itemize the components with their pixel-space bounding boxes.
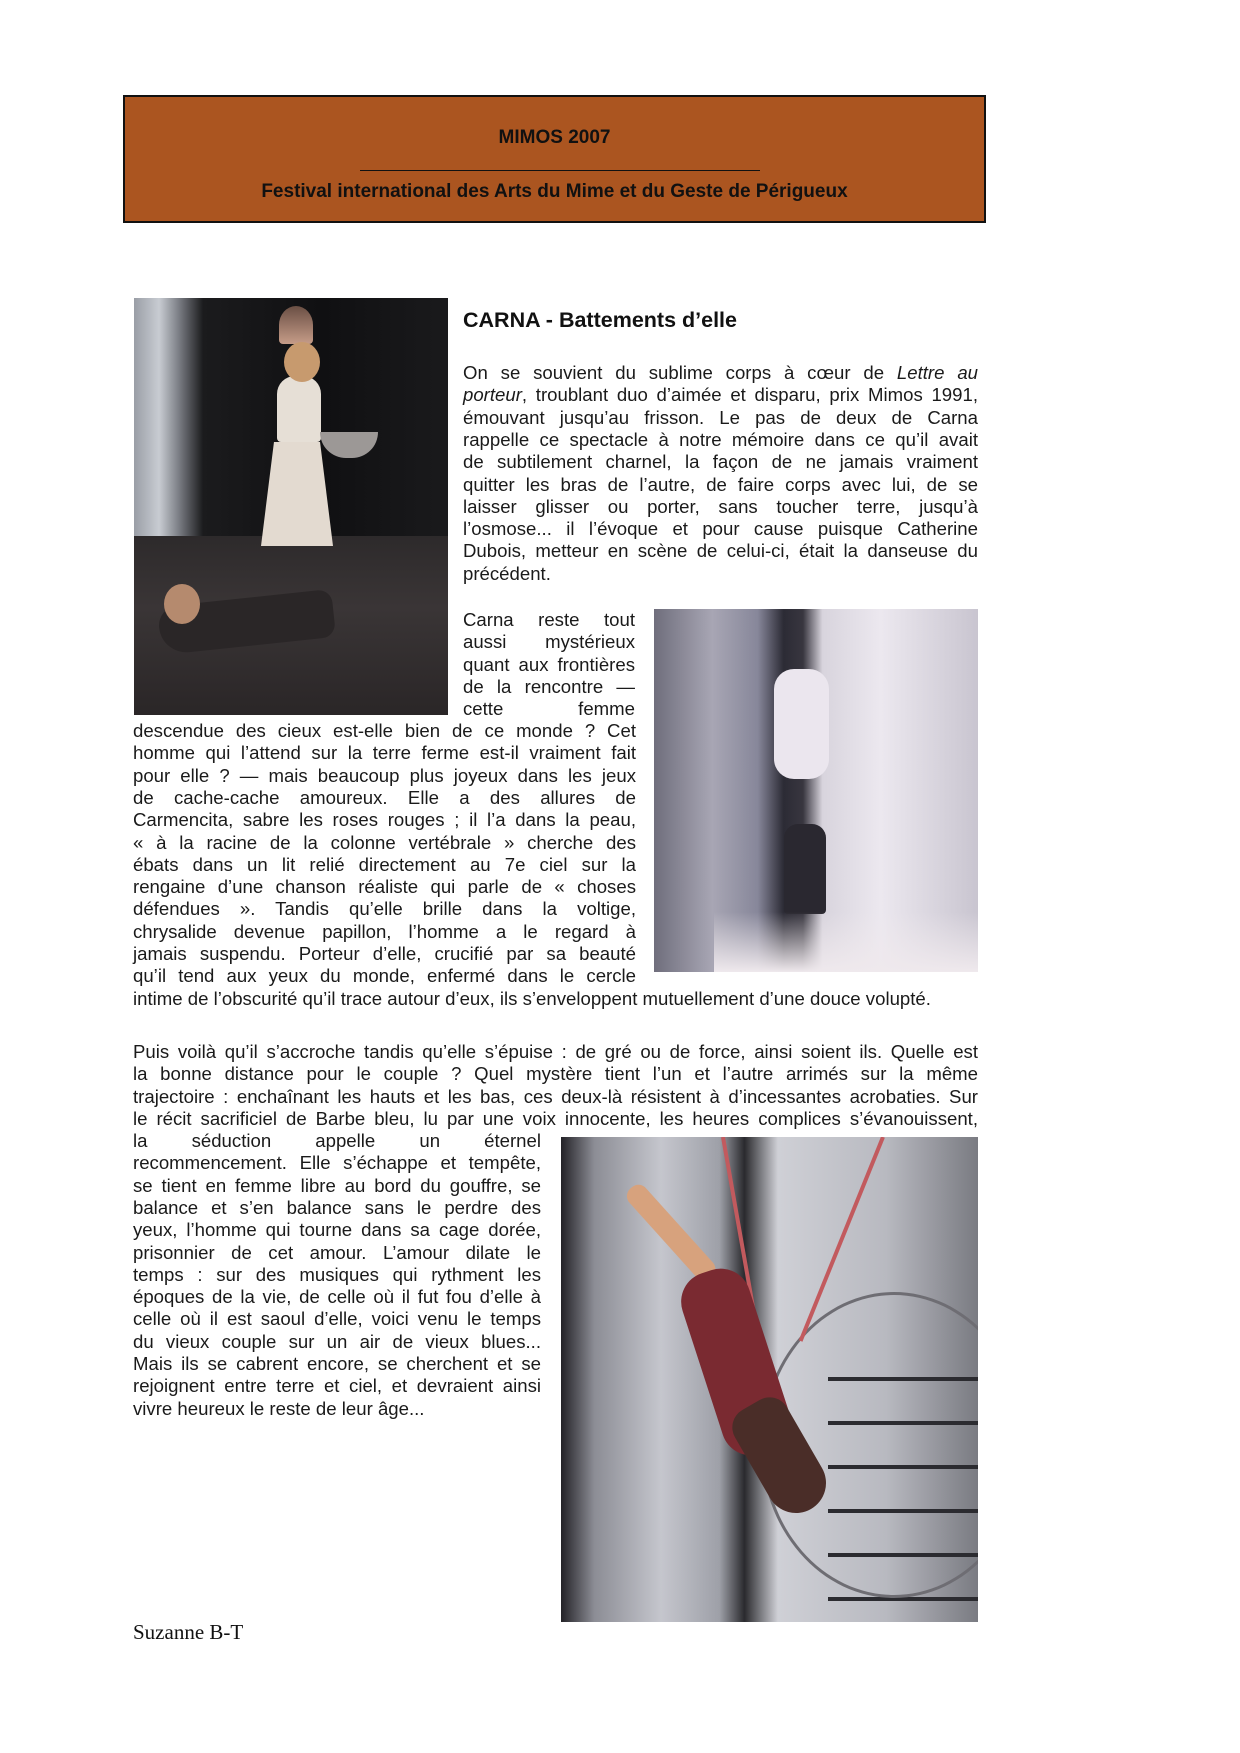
paragraph1-line (463, 474, 978, 496)
paragraph1-line (463, 407, 978, 429)
paragraph1-line (463, 384, 978, 406)
paragraph2-line: homme qui l’attend sur la terre ferme est-il vraiment fait (133, 742, 636, 764)
text-segment: rappelle ce spectacle à notre mémoire dans ce qu’il avait (463, 428, 978, 450)
woman-figure-skirt (261, 442, 333, 546)
text-segment: de subtilement charnel, la façon de ne jamais vraiment (463, 451, 978, 473)
acrobat-leg (623, 1181, 720, 1285)
paragraph2-line: de la rencontre — (463, 675, 635, 697)
author-signature: Suzanne B-T (133, 1620, 244, 1644)
paragraph3-line: époques de la vie, de celle où il fut fou d’elle à (133, 1286, 541, 1308)
paragraph3-line: yeux, l’homme qui tourne dans sa cage dorée, (133, 1219, 541, 1241)
paragraph2-line: Carna reste tout (463, 609, 635, 630)
photo-duo-on-stage (134, 298, 448, 715)
paragraph2-line: de cache-cache amoureux. Elle a des allures de (133, 786, 636, 808)
paragraph1-line (463, 518, 978, 540)
paragraph3-line: recommencement. Elle s’échappe et tempête, (133, 1152, 541, 1174)
paragraph1-line (463, 496, 978, 518)
text-segment: précédent. (463, 562, 551, 584)
fabric-pile (714, 912, 978, 972)
paragraph3-line: la bonne distance pour le couple ? Quel mystère tient l’un et l’autre arrimés sur la même (133, 1063, 978, 1085)
paragraph3-line: vivre heureux le reste de leur âge... (133, 1397, 425, 1419)
paragraph2-line: descendue des cieux est-elle bien de ce monde ? Cet (133, 720, 636, 741)
basin (320, 432, 378, 458)
paragraph1-line (463, 429, 978, 451)
stage-lamp (279, 306, 313, 344)
text-segment: émouvant jusqu’au frisson. Le pas de deux de Carna (463, 406, 978, 428)
paragraph3-line: Puis voilà qu’il s’accroche tandis qu’elle s’épuise : de gré ou de force, ainsi soient ils. Quelle est (133, 1041, 978, 1062)
paragraph1-line (463, 451, 978, 473)
photo-aerial-curtain (654, 609, 978, 972)
paragraph2-line: Carmencita, sabre les roses rouges ; il l’a dans la peau, (133, 809, 636, 831)
paragraph1-line (463, 540, 978, 562)
paragraph1-line (463, 362, 978, 384)
paragraph3-line: balance et s’en balance sans le perdre des (133, 1196, 541, 1218)
text-segment: quitter les bras de l’autre, de faire corps avec lui, de se (463, 473, 978, 495)
paragraph2-line: rengaine d’une chanson réaliste qui parle de « choses (133, 876, 636, 898)
paragraph2-line: défendues ». Tandis qu’elle brille dans la voltige, (133, 898, 636, 920)
paragraph3-line: Mais ils se cabrent encore, se cherchent et se (133, 1353, 541, 1374)
paragraph2-line: qu’il tend aux yeux du monde, enfermé dans le cercle (133, 965, 636, 987)
banner-title: MIMOS 2007 (498, 127, 611, 148)
article-heading: CARNA - Battements d’elle (463, 308, 737, 332)
text-segment: , troublant duo d’aimée et disparu, prix Mimos 1991, (521, 384, 978, 406)
paragraph2-line: pour elle ? — mais beaucoup plus joyeux dans les jeux (133, 764, 636, 786)
paragraph2-line: chrysalide devenue papillon, l’homme a le regard à (133, 920, 636, 942)
banner-subtitle: Festival international des Arts du Mime et du Geste de Périgueux (261, 181, 848, 202)
man-figure (784, 824, 826, 914)
paragraph3-line: du vieux couple sur un air de vieux blues... (133, 1330, 541, 1352)
header-banner (123, 95, 986, 223)
paragraph2-line: « à la racine de la colonne vertébrale » cherche des (133, 831, 636, 853)
man-figure-head (164, 584, 200, 624)
paragraph2-line: intime de l’obscurité qu’il trace autour d’eux, ils s’enveloppent mutuellement d’une douce volupté. (133, 988, 931, 1009)
paragraph2-line: jamais suspendu. Porteur d’elle, crucifié par sa beauté (133, 943, 636, 964)
paragraph3-line: se tient en femme libre au bord du gouffre, se (133, 1174, 541, 1196)
text-segment: On se souvient du sublime corps à cœur de (463, 362, 897, 383)
woman-figure (774, 669, 829, 779)
paragraph2-line: quant aux frontières (463, 653, 635, 675)
italic-title: Lettre au (896, 362, 978, 383)
paragraph3-line: prisonnier de cet amour. L’amour dilate le (133, 1241, 541, 1263)
paragraph2-line: ébats dans un lit relié directement au 7e ciel sur la (133, 853, 636, 875)
text-segment: l’osmose... il l’évoque et pour cause puisque Catherine (463, 518, 978, 540)
paragraph3-line: temps : sur des musiques qui rythment les (133, 1263, 541, 1285)
banner-divider (360, 170, 760, 171)
paragraph3-line: rejoignent entre terre et ciel, et devraient ainsi (133, 1375, 541, 1397)
text-segment: Dubois, metteur en scène de celui-ci, était la danseuse du (463, 540, 978, 562)
paragraph2-line: aussi mystérieux (463, 631, 635, 653)
paragraph3-line: celle où il est saoul d’elle, voici venu le temps (133, 1308, 541, 1330)
paragraph2-line: cette femme (463, 698, 635, 720)
woman-figure-top (277, 376, 321, 442)
photo-aerial-ring (561, 1137, 978, 1622)
paragraph3-line: la séduction appelle un éternel (133, 1130, 541, 1151)
woman-figure-head (284, 342, 320, 382)
paragraph3-line: trajectoire : enchaînant les hauts et les bas, ces deux-là résistent à d’incessantes acrobaties. Sur (133, 1085, 978, 1107)
italic-title: porteur (463, 384, 522, 406)
text-segment: laisser glisser ou porter, sans toucher terre, jusqu’à (463, 495, 978, 517)
paragraph1-line (463, 563, 978, 585)
paragraph3-line: le récit sacrificiel de Barbe bleu, lu par une voix innocente, les heures complices s’évanouissent, (133, 1107, 978, 1129)
